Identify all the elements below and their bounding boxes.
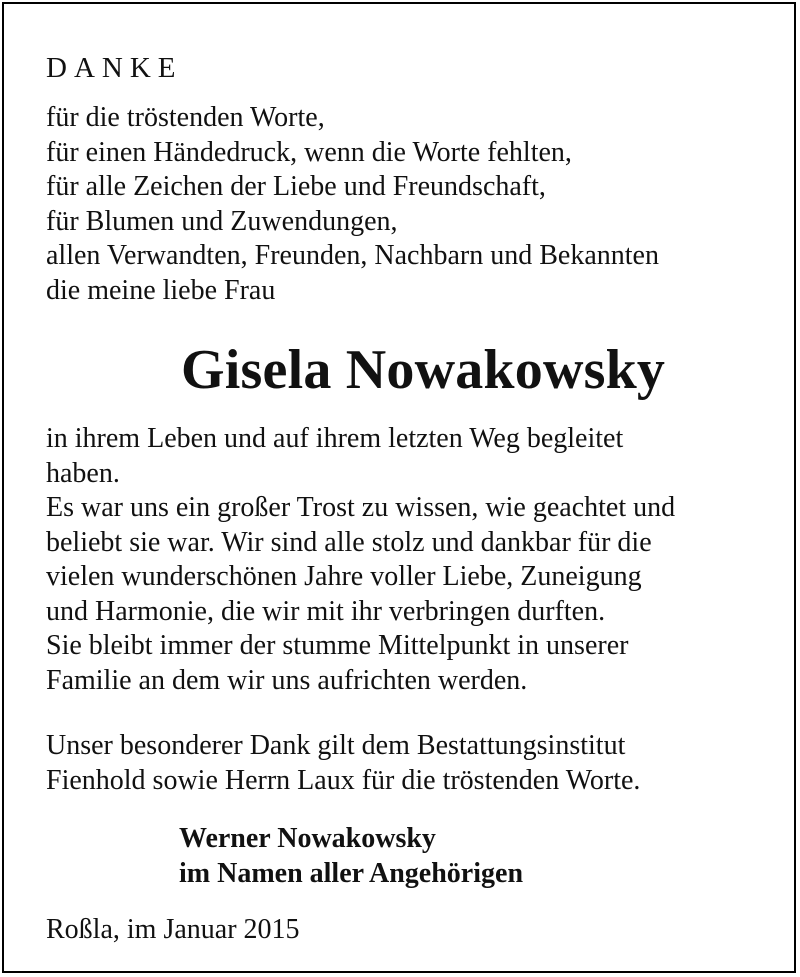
thanks-line: Unser besonderer Dank gilt dem Bestattungsinstitut xyxy=(46,730,626,761)
signature-subline: im Namen aller Angehörigen xyxy=(179,857,524,889)
body-line: und Harmonie, die wir mit ihr verbringen durften. xyxy=(46,595,606,627)
heading-danke: DANKE xyxy=(46,52,183,84)
body-line: beliebt sie war. Wir sind alle stolz und dankbar für die xyxy=(46,526,652,558)
body-line: haben. xyxy=(46,457,120,489)
intro-line: die meine liebe Frau xyxy=(46,274,276,306)
body-line: in ihrem Leben und auf ihrem letzten Weg begleitet xyxy=(46,423,624,454)
signature xyxy=(179,822,523,891)
intro-line: für alle Zeichen der Liebe und Freundschaft, xyxy=(46,171,546,202)
thanks-line: Fienhold sowie Herrn Laux für die tröstenden Worte. xyxy=(46,764,641,796)
intro-line: für einen Händedruck, wenn die Worte fehlten, xyxy=(46,136,572,168)
signature-name: Werner Nowakowsky xyxy=(179,823,436,854)
intro-line: allen Verwandten, Freunden, Nachbarn und Bekannten xyxy=(46,240,659,271)
body-text xyxy=(46,422,675,698)
intro-line: für die tröstenden Worte, xyxy=(46,102,325,133)
body-line: Familie an dem wir uns aufrichten werden. xyxy=(46,664,528,696)
body-line: vielen wunderschönen Jahre voller Liebe, Zuneigung xyxy=(46,561,642,592)
intro-text xyxy=(46,101,659,308)
body-line: Sie bleibt immer der stumme Mittelpunkt in unserer xyxy=(46,630,629,661)
special-thanks-text xyxy=(46,729,640,798)
body-line: Es war uns ein großer Trost zu wissen, wie geachtet und xyxy=(46,492,676,523)
deceased-name: Gisela Nowakowsky xyxy=(181,339,666,401)
place-date: Roßla, im Januar 2015 xyxy=(46,914,300,945)
intro-line: für Blumen und Zuwendungen, xyxy=(46,205,398,237)
